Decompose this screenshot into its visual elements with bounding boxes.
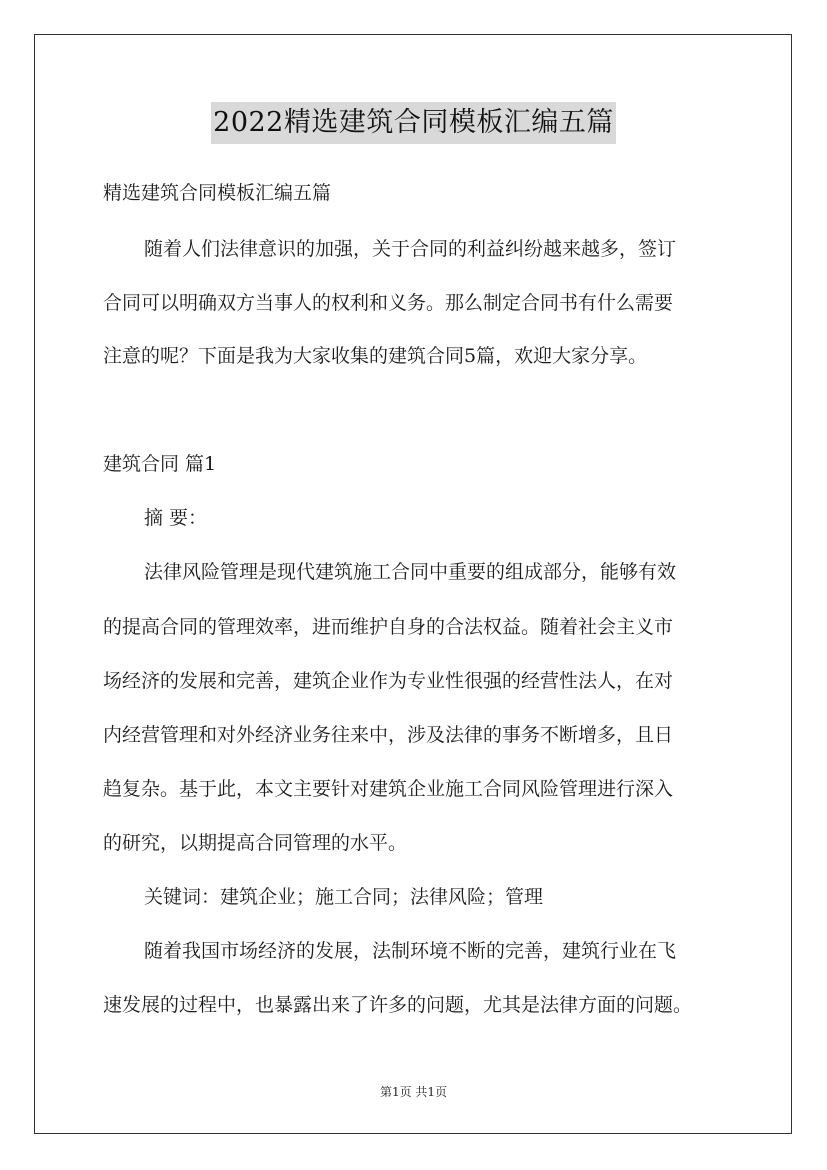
document-title: 2022精选建筑合同模板汇编五篇 bbox=[211, 102, 616, 144]
abstract-label: 摘 要： bbox=[144, 507, 208, 529]
paragraph-line: 法律风险管理是现代建筑施工合同中重要的组成部分，能够有效 bbox=[144, 561, 677, 583]
section-heading: 建筑合同 篇1 bbox=[103, 453, 217, 475]
paragraph-line: 的提高合同的管理效率，进而维护自身的合法权益。随着社会主义市 bbox=[103, 616, 674, 638]
paragraph-line: 场经济的发展和完善，建筑企业作为专业性很强的经营性法人，在对 bbox=[103, 670, 674, 692]
title-container bbox=[0, 102, 827, 144]
keywords-line: 关键词：建筑企业；施工合同；法律风险；管理 bbox=[144, 886, 544, 908]
subtitle-line: 精选建筑合同模板汇编五篇 bbox=[103, 182, 332, 204]
paragraph-line: 注意的呢？下面是我为大家收集的建筑合同5篇，欢迎大家分享。 bbox=[103, 345, 648, 367]
page-number: 第1页 共1页 bbox=[379, 1085, 448, 1099]
paragraph-line: 随着我国市场经济的发展，法制环境不断的完善，建筑行业在飞 bbox=[144, 940, 677, 962]
paragraph-line: 趋复杂。基于此，本文主要针对建筑企业施工合同风险管理进行深入 bbox=[103, 778, 674, 800]
paragraph-line: 内经营管理和对外经济业务往来中，涉及法律的事务不断增多，且日 bbox=[103, 724, 674, 746]
paragraph-line: 的研究，以期提高合同管理的水平。 bbox=[103, 832, 408, 854]
paragraph-line: 随着人们法律意识的加强，关于合同的利益纠纷越来越多，签订 bbox=[144, 238, 677, 260]
paragraph-line: 合同可以明确双方当事人的权利和义务。那么制定合同书有什么需要 bbox=[103, 292, 674, 314]
paragraph-line: 速发展的过程中，也暴露出来了许多的问题，尤其是法律方面的问题。 bbox=[103, 994, 693, 1016]
